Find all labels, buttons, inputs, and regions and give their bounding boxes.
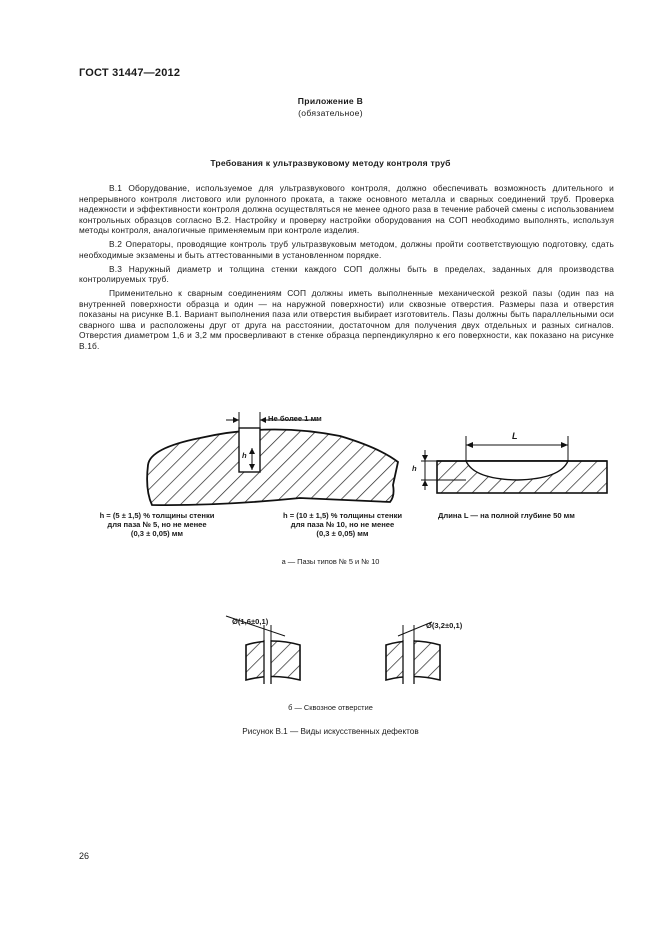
- hole-small-label: Ø(1,6±0,1): [232, 617, 269, 626]
- note-notch-10: h = (10 ± 1,5) % толщины стенки для паза № 10, но не менее (0,3 ± 0,05) мм: [282, 511, 403, 539]
- hole-specimen-large: [386, 622, 440, 684]
- hole-large-label: Ø(3,2±0,1): [426, 621, 463, 630]
- notch-cutout: [239, 428, 260, 472]
- paragraph-welds: Применительно к сварным соединениям СОП должны иметь выполненные механической резкой пазы (один паз на внутренней поверхности образца и один — на наружной поверхности) или сквозные отверстия. Размеры паза и отверстия показаны на рисунке В.1. Вариант выполнения паза или отверстия выбирает изготовитель. Пазы должны быть параллельными оси сварного шва и расположены друг от друга на расстоянии, достаточном для получения двух отдельных и разных сигналов. Отверстия диаметром 1,6 и 3,2 мм просверливают в стенке образца перпендикулярно к его поверхности, как показано на рисунке В.1б.: [79, 287, 614, 351]
- paragraph-b3: В.3 Наружный диаметр и толщина стенки каждого СОП должны быть в пределах, заданных для производства контролируемых труб.: [79, 263, 614, 285]
- figure-caption: Рисунок В.1 — Виды искусственных дефектов: [242, 727, 419, 736]
- section-title: Требования к ультразвуковому методу контроля труб: [210, 158, 451, 168]
- notch-specimen-flat: [421, 436, 607, 493]
- length-symbol: L: [512, 431, 518, 441]
- caption-b: б — Сквозное отверстие: [288, 703, 373, 712]
- note-length: Длина L — на полной глубине 50 мм: [438, 511, 575, 520]
- page-number: 26: [79, 851, 90, 861]
- paragraph-b1: В.1 Оборудование, используемое для ультразвукового контроля, должно обеспечивать возможность длительного и непрерывного контроля листового или рулонного проката, а также основного металла и сварных соединений труб. Проверка надежности и эффективности контроля должна осуществляться не менее одного раза в течение рабочей смены с использованием контрольных образцов согласно В.2. Настройку и проверку настройки оборудования на СОП необходимо выполнять, используя методы контроля, аналогичные применяемым при контроле изделия.: [79, 183, 614, 236]
- appendix-status: (обязательное): [298, 108, 363, 118]
- appendix-title: Приложение В: [297, 96, 364, 106]
- notch-specimen-curved: [147, 412, 398, 505]
- caption-a: а — Пазы типов № 5 и № 10: [281, 557, 380, 566]
- paragraph-b2: В.2 Операторы, проводящие контроль труб ультразвуковым методом, должны пройти соответствующую подготовку, сдать необходимые экзамены и быть аттестованными в установленном порядке.: [79, 239, 614, 260]
- notch-depth-symbol: h: [242, 451, 247, 460]
- note-notch-5: h = (5 ± 1,5) % толщины стенки для паза № 5, но не менее (0,3 ± 0,05) мм: [99, 511, 215, 539]
- document-header: ГОСТ 31447—2012: [79, 67, 181, 79]
- notch-width-label: Не более 1 мм: [268, 414, 322, 423]
- flat-depth-symbol: h: [412, 464, 417, 473]
